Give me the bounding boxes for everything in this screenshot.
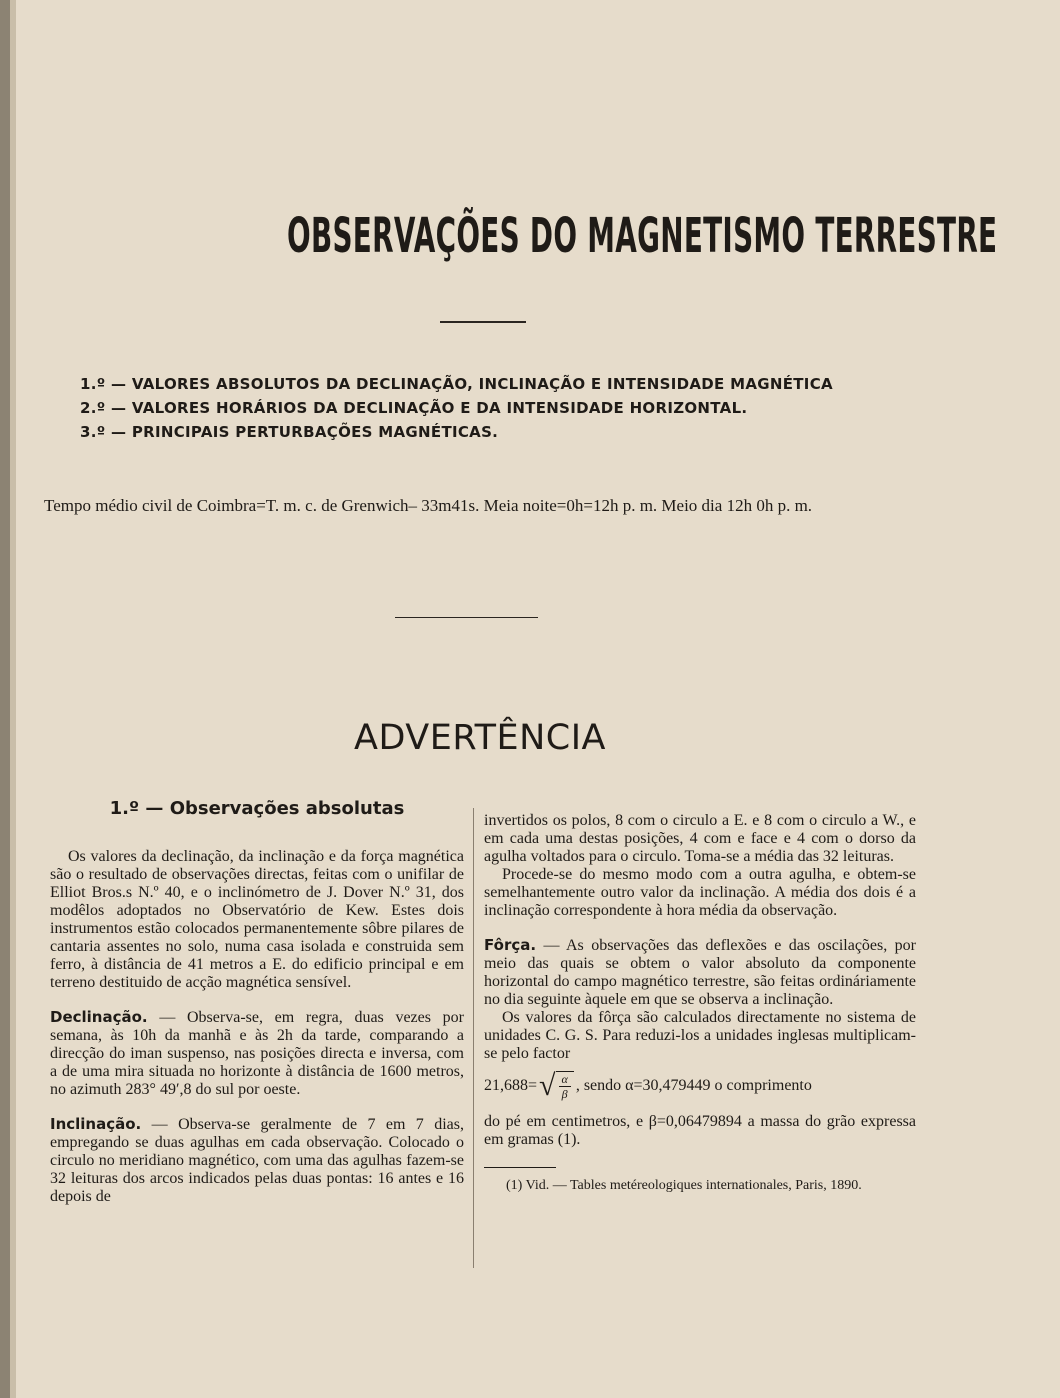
- units-paragraph-end: do pé em centimetros, e β=0,06479894 a massa do grão expressa em gramas (1).: [484, 1113, 916, 1148]
- right-column: [484, 812, 916, 1194]
- formula-denominator: β: [561, 1087, 568, 1101]
- units-paragraph: Os valores da fôrça são calculados directamente no sistema de unidades C. G. S. Para reduzi-los a unidades inglesas multiplicam-se pelo factor: [484, 1009, 916, 1062]
- declination-text: — Observa-se, em regra, duas vezes por semana, às 10h da manhã e às 2h da tarde, comparando a direcção do iman suspenso, nas posições directa e inversa, com a de uma mira situada no horizonte à distância de 1600 metros, no azimuth 283° 49′,8 do sul por oeste.: [50, 1009, 464, 1098]
- subsection-heading: 1.º — Observações absolutas: [109, 798, 405, 819]
- declination-paragraph: [50, 1008, 464, 1099]
- force-lead: Fôrça.: [484, 936, 537, 954]
- inclination-paragraph: [50, 1115, 464, 1206]
- page-title: OBSERVAÇÕES DO MAGNETISMO TERRESTRE: [287, 208, 998, 264]
- page-binding-edge: [0, 0, 10, 1398]
- section-title: ADVERTÊNCIA: [354, 718, 606, 758]
- formula-numerator: α: [559, 1072, 571, 1087]
- column-divider: [473, 808, 474, 1268]
- time-note: Tempo médio civil de Coimbra=T. m. c. de Grenwich– 33m41s. Meia noite=0h=12h p. m. Meio dia 12h 0h p. m.: [44, 496, 813, 515]
- footnote: (1) Vid. — Tables metéreologiques internationales, Paris, 1890.: [506, 1178, 862, 1193]
- force-text: — As observações das deflexões e das oscilações, por meio das quais se obtem o valor absoluto da componente horizontal do campo magnético terrestre, são feitas ordináriamente no dia seguinte àquele em que se observa a inclinação.: [484, 937, 916, 1008]
- contents-item-2: 2.º — VALORES HORÁRIOS DA DECLINAÇÃO E DA INTENSIDADE HORIZONTAL.: [80, 399, 748, 417]
- inclination-second-needle: Procede-se do mesmo modo com a outra agulha, e obtem-se semelhantemente outro valor da inclinação. A média dos dois é a inclinação correspondente à hora média da observação.: [484, 866, 916, 919]
- page-binding-shadow: [10, 0, 16, 1398]
- inclination-continued: invertidos os polos, 8 com o circulo a E. e 8 com o circulo a W., e em cada uma destas posições, 4 com e face e 4 com o dorso da agulha voltados para o circulo. Toma-se a média das 32 leituras.: [484, 812, 916, 865]
- inclination-text: — Observa-se geralmente de 7 em 7 dias, empregando se duas agulhas em cada observação. Colocado o circulo no meridiano magnético, com uma das agulhas fazem-se 32 leituras dos arcos indicados pelas duas pontas: 16 antes e 16 depois de: [50, 1116, 464, 1205]
- declination-lead: Declinação.: [50, 1008, 148, 1026]
- formula-rhs: , sendo α=30,479449 o comprimento: [575, 1077, 812, 1094]
- inclination-lead: Inclinação.: [50, 1115, 142, 1133]
- section-rule: [395, 617, 538, 618]
- contents-list: [80, 372, 940, 444]
- formula-lhs: 21,688=: [484, 1077, 538, 1094]
- intro-paragraph: Os valores da declinação, da inclinação e da força magnética são o resultado de observações directas, feitas com o unifilar de Elliot Bros.s N.º 40, e o inclinómetro de J. Dover N.º 31, dos modêlos adoptados no Observatório de Kew. Estes dois instrumentos estão colocados permanentemente sôbre pilares de cantaria assentes no solo, numa casa isolada e construida sem ferro, à distância de 41 metros a E. do edificio principal e em terreno destituido de acção magnética sensível.: [50, 848, 464, 991]
- footnote-rule: [484, 1167, 556, 1168]
- formula-fraction: [556, 1071, 574, 1101]
- title-rule: [440, 321, 526, 323]
- contents-item-1: 1.º — VALORES ABSOLUTOS DA DECLINAÇÃO, INCLINAÇÃO E INTENSIDADE MAGNÉTICA: [80, 375, 833, 393]
- square-root: √ $\frac{\alpha}{\beta}$: [539, 1071, 574, 1101]
- contents-item-3: 3.º — PRINCIPAIS PERTURBAÇÕES MAGNÉTICAS.: [80, 423, 499, 441]
- conversion-formula: [484, 1071, 916, 1101]
- force-paragraph: [484, 936, 916, 1009]
- left-column: [50, 800, 464, 1206]
